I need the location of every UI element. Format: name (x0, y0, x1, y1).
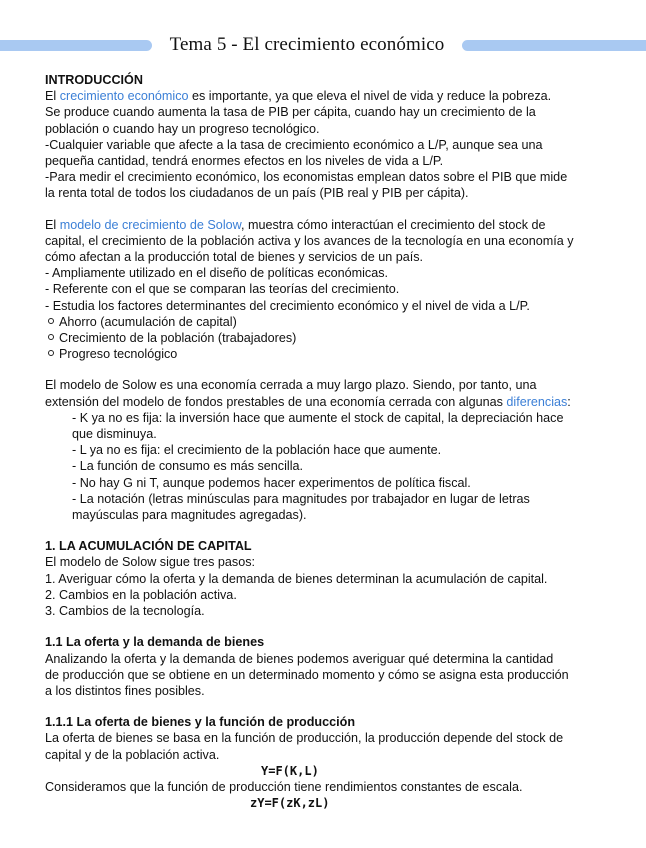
document-body (45, 72, 625, 811)
circle-bullet-icon (48, 334, 54, 340)
indented-item: - La función de consumo es más sencilla. (72, 459, 304, 474)
paragraph-line: Se produce cuando aumenta la tasa de PIB per cápita, cuando hay un crecimiento de la (45, 105, 536, 120)
numbered-step: 3. Cambios de la tecnología. (45, 604, 205, 619)
indented-item: - No hay G ni T, aunque podemos hacer experimentos de política fiscal. (72, 475, 471, 490)
section-heading-intro: INTRODUCCIÓN (45, 73, 143, 87)
highlighted-term: modelo de crecimiento de Solow (59, 217, 242, 232)
indented-item: - L ya no es fija: el crecimiento de la población hace que aumente. (72, 443, 442, 458)
constant-returns-formula: zY=F(zK,zL) (250, 795, 330, 810)
spacer (45, 523, 625, 538)
paragraph-line: extensión del modelo de fondos prestables de una economía cerrada con algunas diferencias: (45, 394, 571, 409)
section-heading-capital: 1. LA ACUMULACIÓN DE CAPITAL (45, 539, 252, 554)
spacer (45, 619, 625, 634)
paragraph-line: El modelo de crecimiento de Solow, muestra cómo interactúan el crecimiento del stock de (45, 217, 546, 232)
paragraph-line: capital, el crecimiento de la población activa y los avances de la tecnología en una economía y (45, 233, 574, 248)
dash-item: - Estudia los factores determinantes del crecimiento económico y el nivel de vida a L/P. (45, 298, 530, 313)
indented-item: que disminuya. (72, 427, 157, 442)
header-bar-left (0, 40, 152, 51)
circle-bullet-icon (48, 350, 54, 356)
subsection-heading-1-1: 1.1 La oferta y la demanda de bienes (45, 635, 265, 650)
indented-item: mayúsculas para magnitudes agregadas). (72, 508, 307, 523)
spacer (45, 362, 625, 377)
header-bar-right (462, 40, 646, 51)
paragraph-line: la renta total de todos los ciudadanos de un país (PIB real y PIB per cápita). (45, 186, 469, 201)
paragraph-line: Consideramos que la función de producción tiene rendimientos constantes de escala. (45, 779, 523, 794)
circle-bullet-icon (48, 318, 54, 324)
paragraph-line: población o cuando hay un progreso tecnológico. (45, 121, 320, 136)
production-function-formula: Y=F(K,L) (261, 763, 319, 778)
subsection-heading-1-1-1: 1.1.1 La oferta de bienes y la función de producción (45, 715, 356, 730)
indented-item: - La notación (letras minúsculas para magnitudes por trabajador en lugar de letras (72, 491, 530, 506)
paragraph-line: a los distintos fines posibles. (45, 683, 205, 698)
paragraph-line: capital y de la población activa. (45, 747, 220, 762)
dash-item: - Referente con el que se comparan las teorías del crecimiento. (45, 282, 400, 297)
numbered-step: 1. Averiguar cómo la oferta y la demanda de bienes determinan la acumulación de capital. (45, 571, 548, 586)
paragraph-line: -Cualquier variable que afecte a la tasa de crecimiento económico a L/P, aunque sea una (45, 137, 543, 152)
paragraph-line: El crecimiento económico es importante, ya que eleva el nivel de vida y reduce la pobreza. (45, 89, 552, 104)
bullet-item: Crecimiento de la población (trabajadores) (45, 330, 625, 346)
paragraph-line: Analizando la oferta y la demanda de bienes podemos averiguar qué determina la cantidad (45, 651, 554, 666)
bullet-item: Progreso tecnológico (45, 346, 625, 362)
highlighted-term: crecimiento económico (59, 89, 189, 104)
spacer (45, 699, 625, 714)
highlighted-term: diferencias (506, 394, 568, 409)
paragraph-line: El modelo de Solow es una economía cerrada a muy largo plazo. Siendo, por tanto, una (45, 378, 537, 393)
page-header (0, 33, 646, 59)
paragraph-line: de producción que se obtiene en un determinado momento y cómo se asigna esta producción (45, 667, 569, 682)
paragraph-line: La oferta de bienes se basa en la función de producción, la producción depende del stock de (45, 731, 564, 746)
numbered-step: 2. Cambios en la población activa. (45, 587, 237, 602)
paragraph-line: El modelo de Solow sigue tres pasos: (45, 555, 256, 570)
paragraph-line: -Para medir el crecimiento económico, los economistas emplean datos sobre el PIB que mide (45, 170, 568, 185)
page-title: Tema 5 - El crecimiento económico (169, 34, 445, 55)
paragraph-line: pequeña cantidad, tendrá enormes efectos en los niveles de vida a L/P. (45, 154, 444, 169)
bullet-item: Ahorro (acumulación de capital) (45, 314, 625, 330)
spacer (45, 202, 625, 217)
paragraph-line: cómo afectan a la producción total de bienes y servicios de un país. (45, 250, 424, 265)
indented-item: - K ya no es fija: la inversión hace que aumente el stock de capital, la depreciación hace (72, 410, 564, 425)
dash-item: - Ampliamente utilizado en el diseño de políticas económicas. (45, 266, 389, 281)
